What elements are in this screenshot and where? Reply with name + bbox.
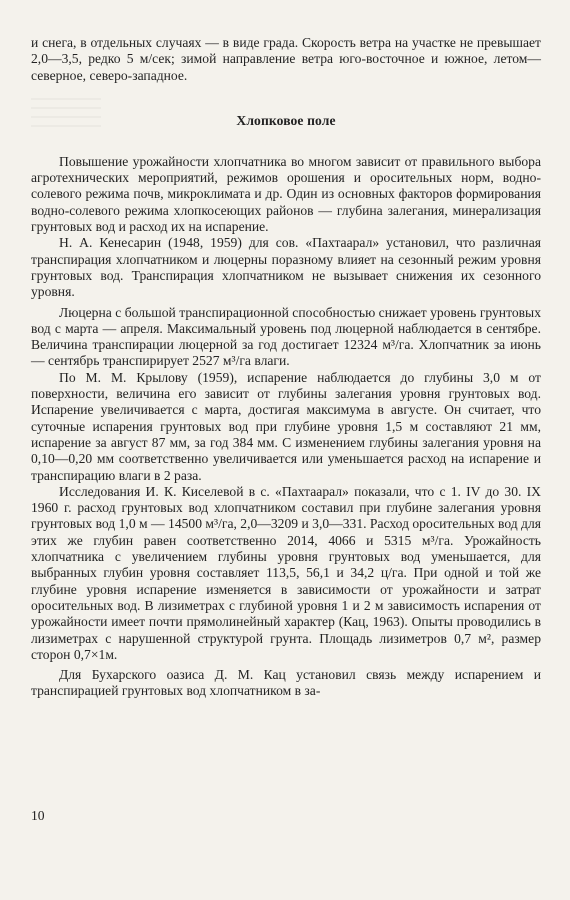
paragraph-3: Люцерна с большой транспирационной способностью снижает уровень грунтовых вод с марта — апреля. Максимальный уровень под люцерной наблюдается в сентябре. Величина транспирации люцерной за год достигает 12324 м³/га. Хлопчатник за июнь — сентябрь транспирирует 2527 м³/га влаги.: [31, 304, 541, 369]
paragraph-5: Исследования И. К. Киселевой в с. «Пахтаарал» показали, что с 1. IV до 30. IX 1960 г. расход грунтовых вод хлопчатником составил при глубине залегания уровня грунтовых вод 1,0 м — 14500 м³/га, 2,0—3209 и 3,0—331. Расход оросительных вод для этих же глубин равен соответственно 2014, 4066 и 5315 м³/га. Урожайность хлопчатника с увеличением глубины уровня грунтовых вод уменьшается, для выбранных глубин уровня составляет 113,5, 56,1 и 34,2 ц/га. При одной и той же глубине уровня испарение изменяется в зависимости от урожайности и затрат оросительных вод. В лизиметрах с глубиной уровня 1 и 2 м зависимость испарения от урожайности имеет почти прямолинейный характер (Кац, 1963). Опыты проводились в лизиметрах с нарушенной структурой грунта. Площадь лизиметров 0,7 м², размер сторон 0,7×1м.: [31, 483, 541, 662]
paragraph-6: Для Бухарского оазиса Д. М. Кац установил связь между испарением и транспирацией грунтовых вод хлопчатником в за-: [31, 667, 541, 699]
paragraph-2: Н. А. Кенесарин (1948, 1959) для сов. «Пахтаарал» установил, что различная транспирация хлопчатником и люцерны поразному влияет на сезонный режим уровня грунтовых вод. Транспирация хлопчатником не вызывает снижения их сезонного уровня.: [31, 235, 541, 300]
paragraph-4: По М. М. Крылову (1959), испарение наблюдается до глубины 3,0 м от поверхности, величина его зависит от глубины залегания уровня грунтовых вод. Испарение увеличивается с марта, достигая максимума в августе. Он считает, что суточные испарения грунтовых вод при глубине уровня 1,5 м составляют 21 мм, испарение за август 87 мм, за год 384 мм. С изменением глубины залегания уровня на 0,10—0,20 мм соответственно увеличивается или уменьшается расход на испарение и транспирацию влаги в 2 раза.: [31, 369, 541, 483]
paragraph-1: Повышение урожайности хлопчатника во многом зависит от правильного выбора агротехнических мероприятий, режимов орошения и оросительных норм, водно-солевого режима почв, микроклимата и др. Один из основных факторов формирования водно-солевого режима хлопкосеющих районов — глубина залегания, минерализация грунтовых вод и расход их на испарение.: [31, 153, 541, 235]
section-heading: Хлопковое поле: [236, 112, 336, 128]
page-number: 10: [31, 808, 45, 823]
intro-paragraph: и снега, в отдельных случаях — в виде града. Скорость ветра на участке не превышает 2,0—3,5, редко 5 м/сек; зимой направление ветра юго-восточное и южное, летом—северное, северо-западное.: [31, 35, 541, 83]
page-body: [31, 35, 541, 700]
